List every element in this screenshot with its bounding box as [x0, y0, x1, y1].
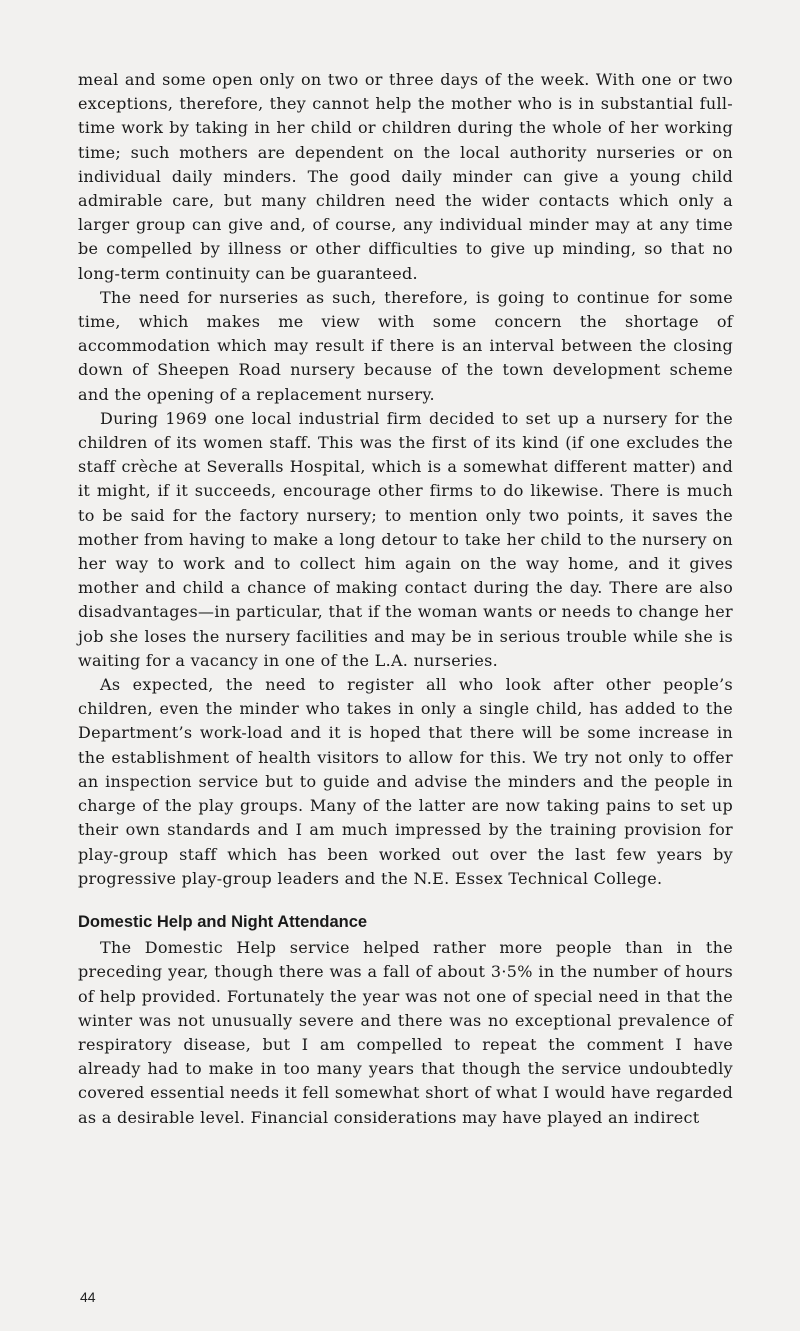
section-heading: Domestic Help and Night Attendance [78, 912, 368, 931]
paragraph-need-for-nurseries: The need for nurseries as such, therefore, is going to continue for some time, which makes me view with some concern the shortage of accommodation which may result if there is an interval between the closing down of Sheepen Road nursery because of the town development scheme and the opening of a replacement nursery. [78, 287, 733, 404]
paragraph-factory-nursery: During 1969 one local industrial firm decided to set up a nursery for the children of its women staff. This was the first of its kind (if one excludes the staff crèche at Severalls Hospital, which is a somewhat different matter) and it might, if it succeeds, encourage other firms to do likewise. There is much to be said for the factory nursery; to mention only two points, it saves the mother from having to make a long detour to take her child to the nursery on her way to work and to collect him again on the way home, and it gives mother and child a chance of making contact during the day. There are also disadvantages—in particular, that if the woman wants or needs to change her job she loses the nursery facilities and may be in serious trouble while she is waiting for a vacancy in one of the L.A. nurseries. [78, 408, 733, 670]
document-page [78, 68, 733, 1130]
paragraph-nursery-hours: meal and some open only on two or three days of the week. With one or two exceptions, therefore, they cannot help the mother who is in substantial full-time work by taking in her child or children during the whole of her working time; such mothers are dependent on the local authority nurseries or on individual daily minders. The good daily minder can give a young child admirable care, but many children need the wider contacts which only a larger group can give and, of course, any individual minder may at any time be compelled by illness or other difficulties to give up minding, so that no long-term continuity can be guaranteed. [78, 70, 733, 283]
paragraph-registration-minders: As expected, the need to register all who look after other people’s children, even the minder who takes in only a single child, has added to the Department’s work-load and it is hoped that there will be some increase in the establishment of health visitors to allow for this. We try not only to offer an inspection service but to guide and advise the minders and the people in charge of the play groups. Many of the latter are now taking pains to set up their own standards and I am much impressed by the training provision for play-group staff which has been worked out over the last few years by progressive play-group leaders and the N.E. Essex Technical College. [78, 675, 733, 888]
paragraph-domestic-help: The Domestic Help service helped rather more people than in the preceding year, though there was a fall of about 3·5% in the number of hours of help provided. Fortunately the year was not one of special need in that the winter was not unusually severe and there was no exceptional prevalence of respiratory disease, but I am compelled to repeat the comment I have already had to make in too many years that though the service undoubtedly covered essential needs it fell somewhat short of what I would have regarded as a desirable level. Financial considerations may have played an indirect [78, 938, 733, 1127]
page-number: 44 [80, 1289, 96, 1305]
